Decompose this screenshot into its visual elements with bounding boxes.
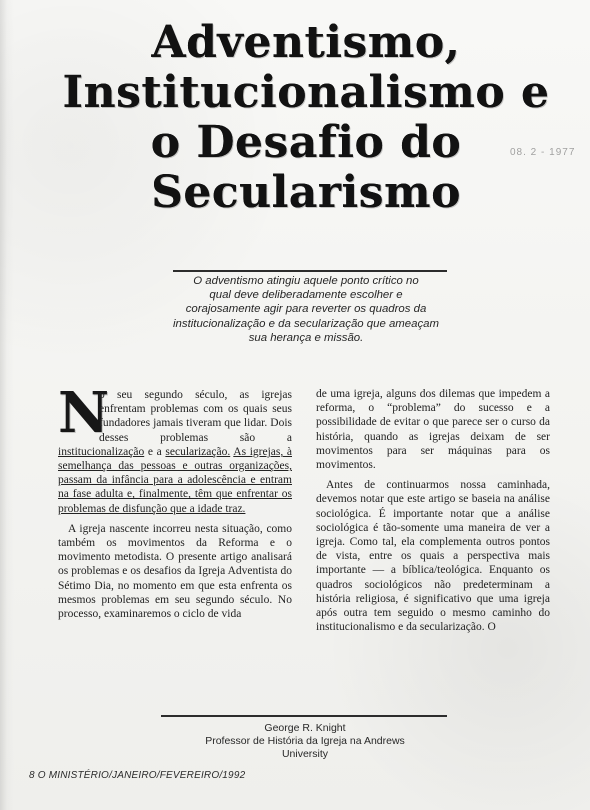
left-p1-underline-1: institucionalização	[58, 445, 145, 458]
article-title	[46, 18, 566, 218]
top-speck	[465, 0, 575, 20]
deck-line-3: corajosamente agir para reverter os quadros da	[185, 303, 427, 316]
article-deck	[163, 274, 449, 345]
author-title-line-2: University	[281, 747, 329, 760]
left-p1-mid: e a	[147, 445, 166, 458]
left-paragraph-2: A igreja nascente incorreu nesta situação, como também os movimentos da Reforma e o movimento metodista. O presente artigo analisará os problemas e os desafios da Igreja Adventista do Sétimo Dia, no momento em que esta enfrenta os mesmos problemas em seu segundo século. No processo, examinaremos o ciclo de vida	[58, 522, 292, 621]
right-column	[316, 387, 550, 640]
right-paragraph-1: de uma igreja, alguns dos dilemas que impedem a reforma, o “problema” do sucesso e a possibilidade de evitar o que parece ser o curso da história, quando as igrejas deixam de ser movimentos para ser máquinas para os movimentos.	[316, 388, 550, 472]
left-p1-start: o seu segundo século, as igrejas enfrentam problemas com os quais seus fundadores jamais tiveram que lidar. Dois desses problemas são a	[99, 389, 292, 444]
left-column	[58, 380, 292, 627]
deck-line-5: sua herança e missão.	[248, 331, 364, 344]
title-line-1: Adventismo,	[151, 17, 461, 68]
title-line-3: o Desafio do	[150, 117, 462, 168]
author-top-rule	[161, 715, 447, 717]
left-paragraph-1	[58, 380, 292, 516]
drop-cap: N	[58, 380, 110, 446]
left-p1-end: As igrejas, à semelhança das pessoas e outras organizações, passam da infância para a adolescência e entram na fase adulta e, finalmente, têm que enfrentar os problemas de disfunção que a idade traz.	[58, 445, 292, 515]
title-line-4: Secularismo	[151, 167, 461, 218]
author-credit	[163, 722, 447, 760]
author-name: George R. Knight	[264, 722, 346, 734]
author-title-line-1: Professor de História da Igreja na Andrews	[205, 734, 405, 747]
article-body	[58, 380, 552, 693]
left-p1-underline-2: secularização.	[165, 445, 231, 458]
page-left-shadow	[0, 0, 14, 810]
page-footer: 8 O MINISTÉRIO/JANEIRO/FEVEREIRO/1992	[29, 770, 246, 781]
right-paragraph-2: Antes de continuarmos nossa caminhada, devemos notar que este artigo se baseia na análise sociológica. É importante notar que a análise sociológica é tão-somente uma maneira de ver a igreja. Como tal, ela complementa outros pontos de vista, entre os quais a perspectiva mais importante — a bíblica/teológica. Enquanto os quadros sociológicos não predeterminam a história religiosa, é significativo que uma igreja após outra tem seguido o mesmo caminho do institucionalismo e da secularização. O	[316, 479, 550, 634]
deck-line-2: qual deve deliberadamente escolher e	[209, 289, 403, 302]
deck-top-rule	[173, 270, 447, 272]
deck-line-1: O adventismo atingiu aquele ponto crítico no	[193, 275, 419, 287]
margin-note: 08. 2 - 1977	[510, 147, 576, 158]
deck-line-4: institucionalização e da secularização que ameaçam	[173, 317, 439, 330]
title-line-2: Institucionalismo e	[62, 67, 550, 118]
